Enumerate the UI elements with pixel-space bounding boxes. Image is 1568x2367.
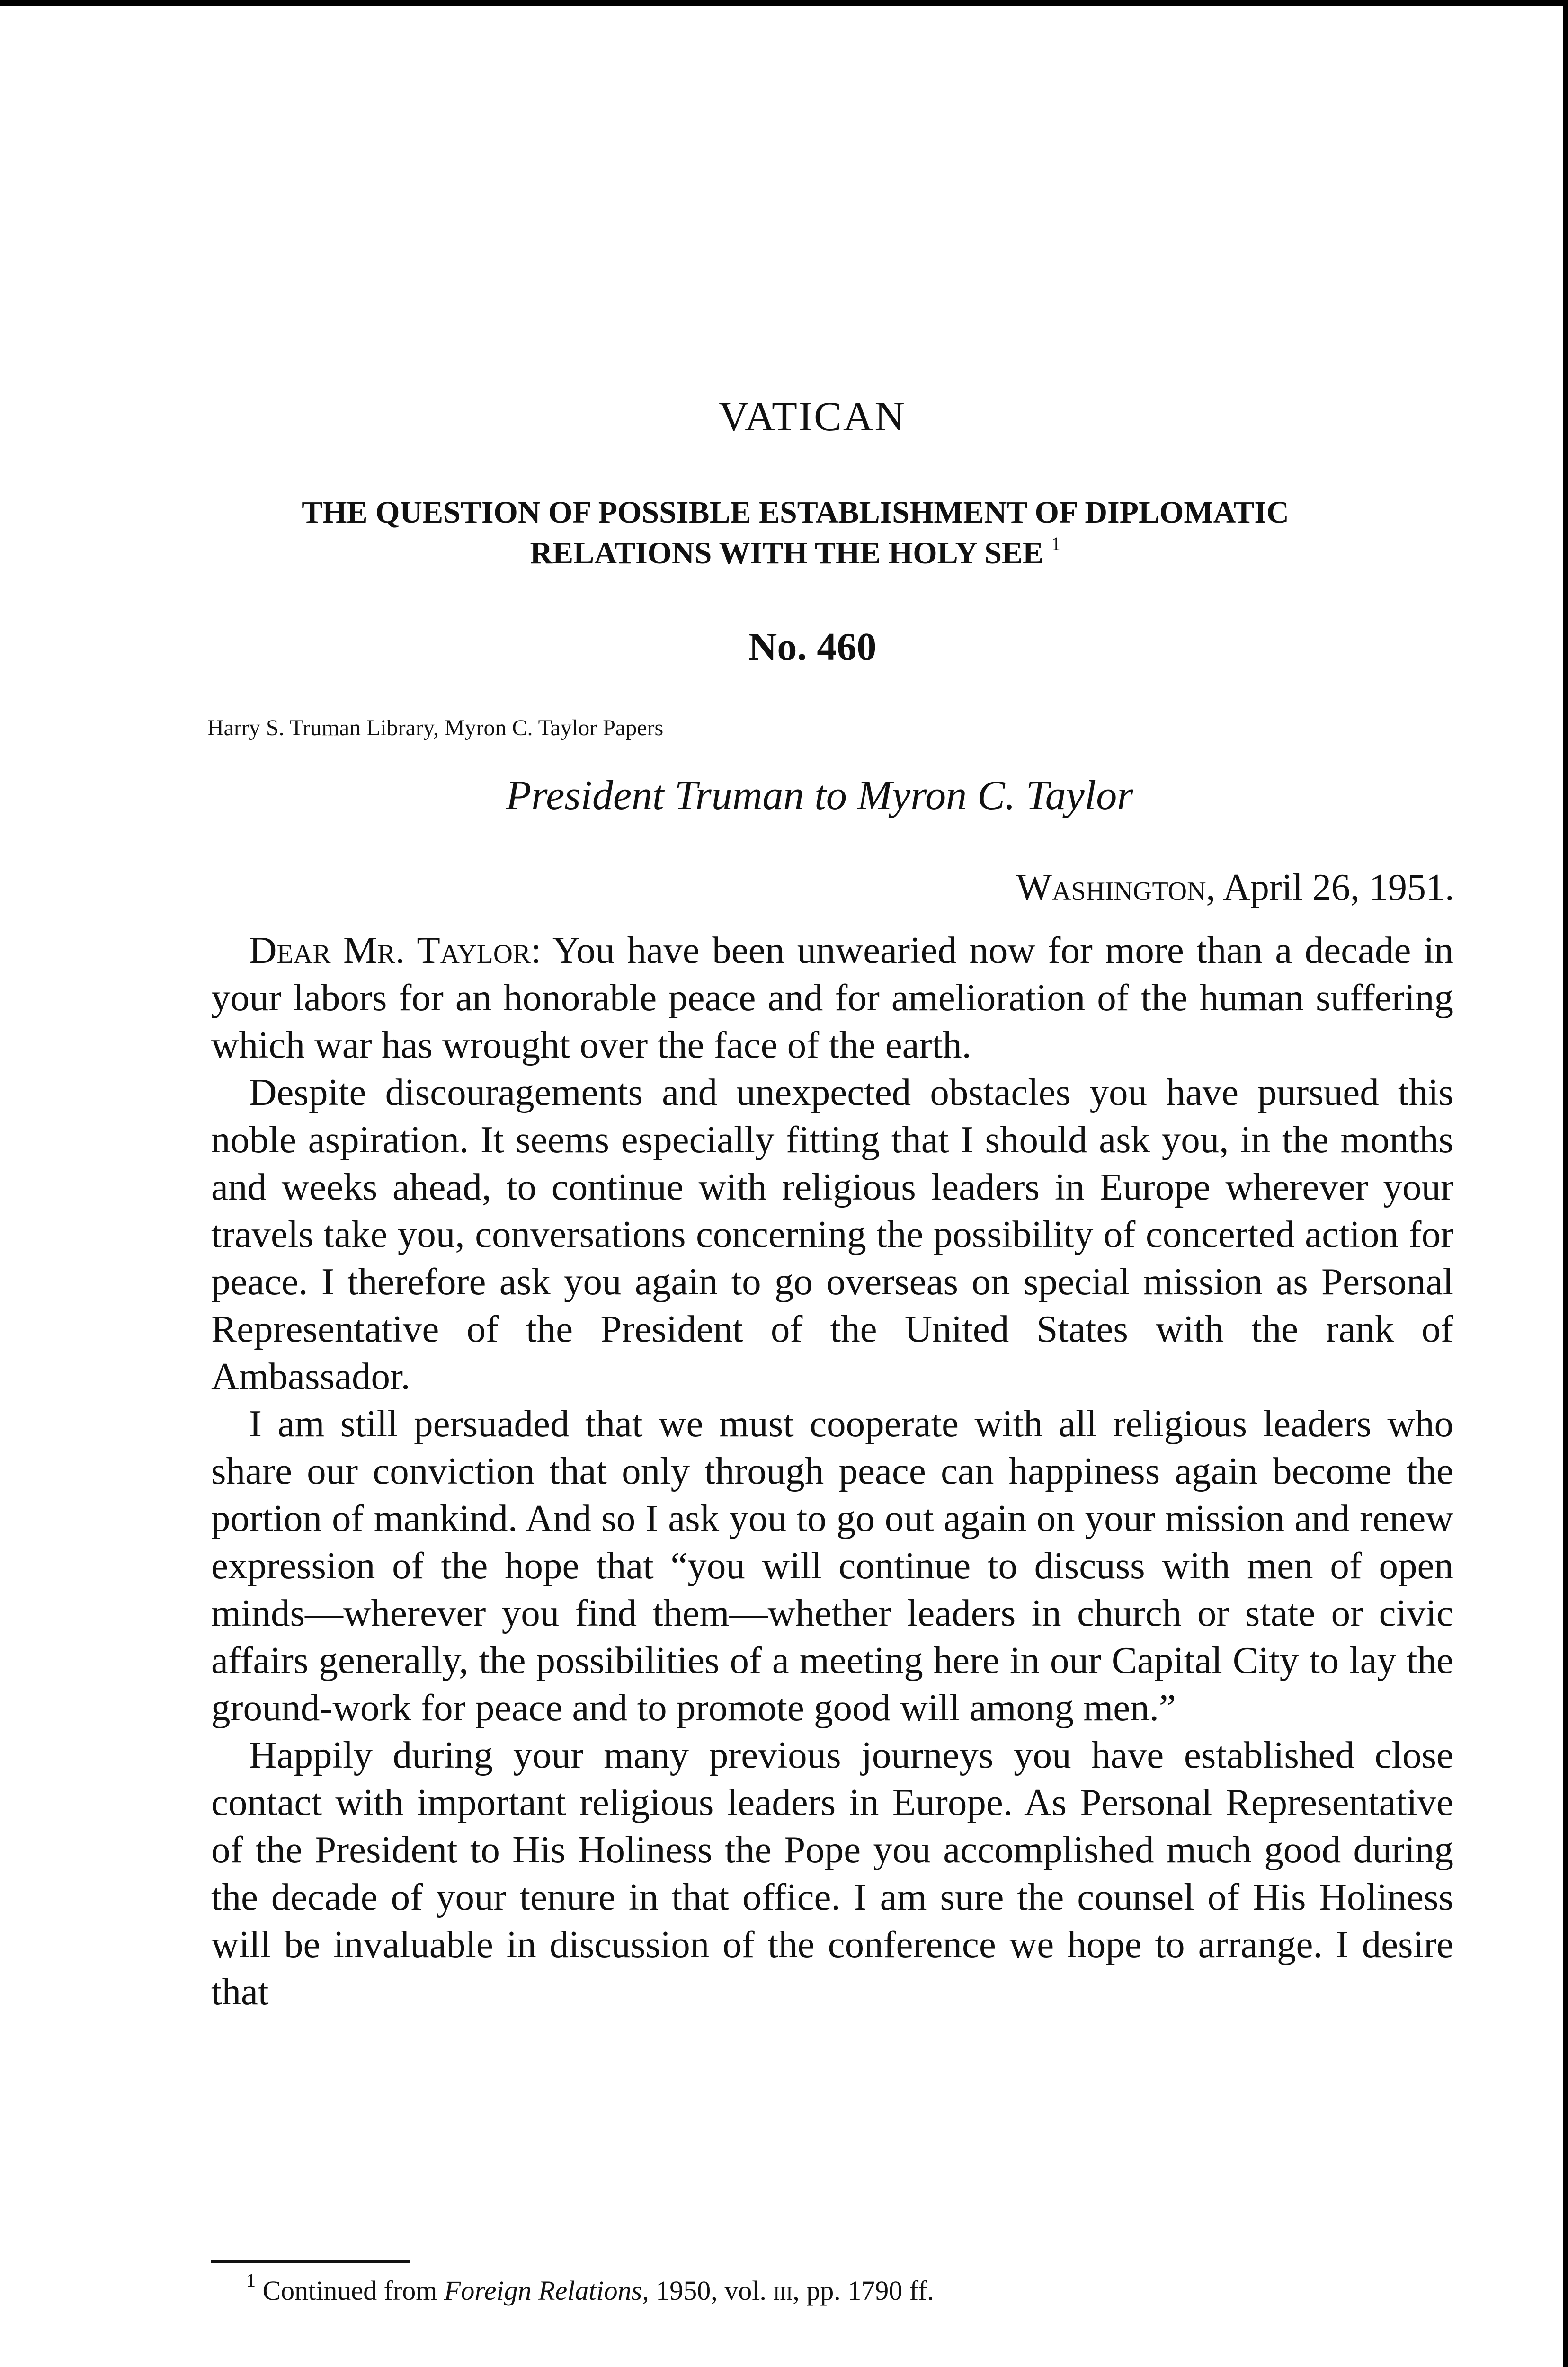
subtitle-line-2 [208, 533, 1382, 574]
section-title: VATICAN [719, 394, 906, 440]
paragraph-4: Happily during your many previous journeys you have established close contact with important religious leaders in Europe. As Personal Representative of the President to His Holiness the Pope you accomplished much good during the decade of your tenure in that office. I am sure the counsel of His Holiness will be invaluable in discussion of the conference we hope to arrange. I desire that [211, 1734, 1453, 2013]
footnote-marker: 1 [246, 2269, 256, 2291]
document-source: Harry S. Truman Library, Myron C. Taylor Papers [207, 715, 664, 740]
scan-edge-right [1563, 0, 1568, 2367]
scan-edge-top [0, 0, 1568, 6]
paragraph-3: I am still persuaded that we must cooperate with all religious leaders who share our conviction that only through peace can happiness again become the portion of mankind. And so I ask you to go out again on your mission and renew expression of the hope that “you will continue to discuss with men of open minds—wherever you find them—whether leaders in church or state or civic affairs generally, the possibilities of a meeting here in our Capital City to lay the ground-work for peace and to promote good will among men.” [211, 1402, 1453, 1729]
salutation: Dear Mr. Taylor: [249, 929, 542, 971]
subtitle-line-2-text: RELATIONS WITH THE HOLY SEE [530, 536, 1044, 570]
letter-body [211, 926, 1453, 2015]
dateline [1016, 866, 1454, 909]
footnote-details-a: 1950, vol. [656, 2275, 766, 2306]
footnote [246, 2269, 934, 2306]
footnote-prefix: Continued from [262, 2275, 437, 2306]
subtitle-line-1: THE QUESTION OF POSSIBLE ESTABLISHMENT OF DIPLOMATIC [302, 495, 1289, 530]
dateline-date: April 26, 1951. [1223, 867, 1454, 908]
paragraph-1-text: You have been unwearied now for more than a decade in your labors for an honorable peace and for amelioration of the human suffering which war has wrought over the face of the earth. [211, 929, 1453, 1066]
footnote-volume: iii, [773, 2275, 800, 2306]
footnote-rule [211, 2260, 410, 2263]
dateline-place: Washington, [1016, 867, 1216, 908]
subtitle-footnote-marker: 1 [1051, 533, 1061, 554]
footnote-details-b: pp. 1790 ff. [806, 2275, 934, 2306]
paragraph-2: Despite discouragements and unexpected obstacles you have pursued this noble aspiration. It seems especially fitting that I should ask you, in the months and weeks ahead, to continue with religious leaders in Europe wherever your travels take you, conversations concerning the possibility of concerted action for peace. I therefore ask you again to go overseas on special mission as Personal Representative of the President of the United States with the rank of Ambassador. [211, 1071, 1453, 1397]
document-number: No. 460 [748, 625, 877, 669]
footnote-publication: Foreign Relations, [444, 2275, 649, 2306]
section-subtitle [208, 492, 1382, 574]
paragraph-1 [211, 926, 1453, 1068]
document-heading: President Truman to Myron C. Taylor [506, 773, 1133, 819]
